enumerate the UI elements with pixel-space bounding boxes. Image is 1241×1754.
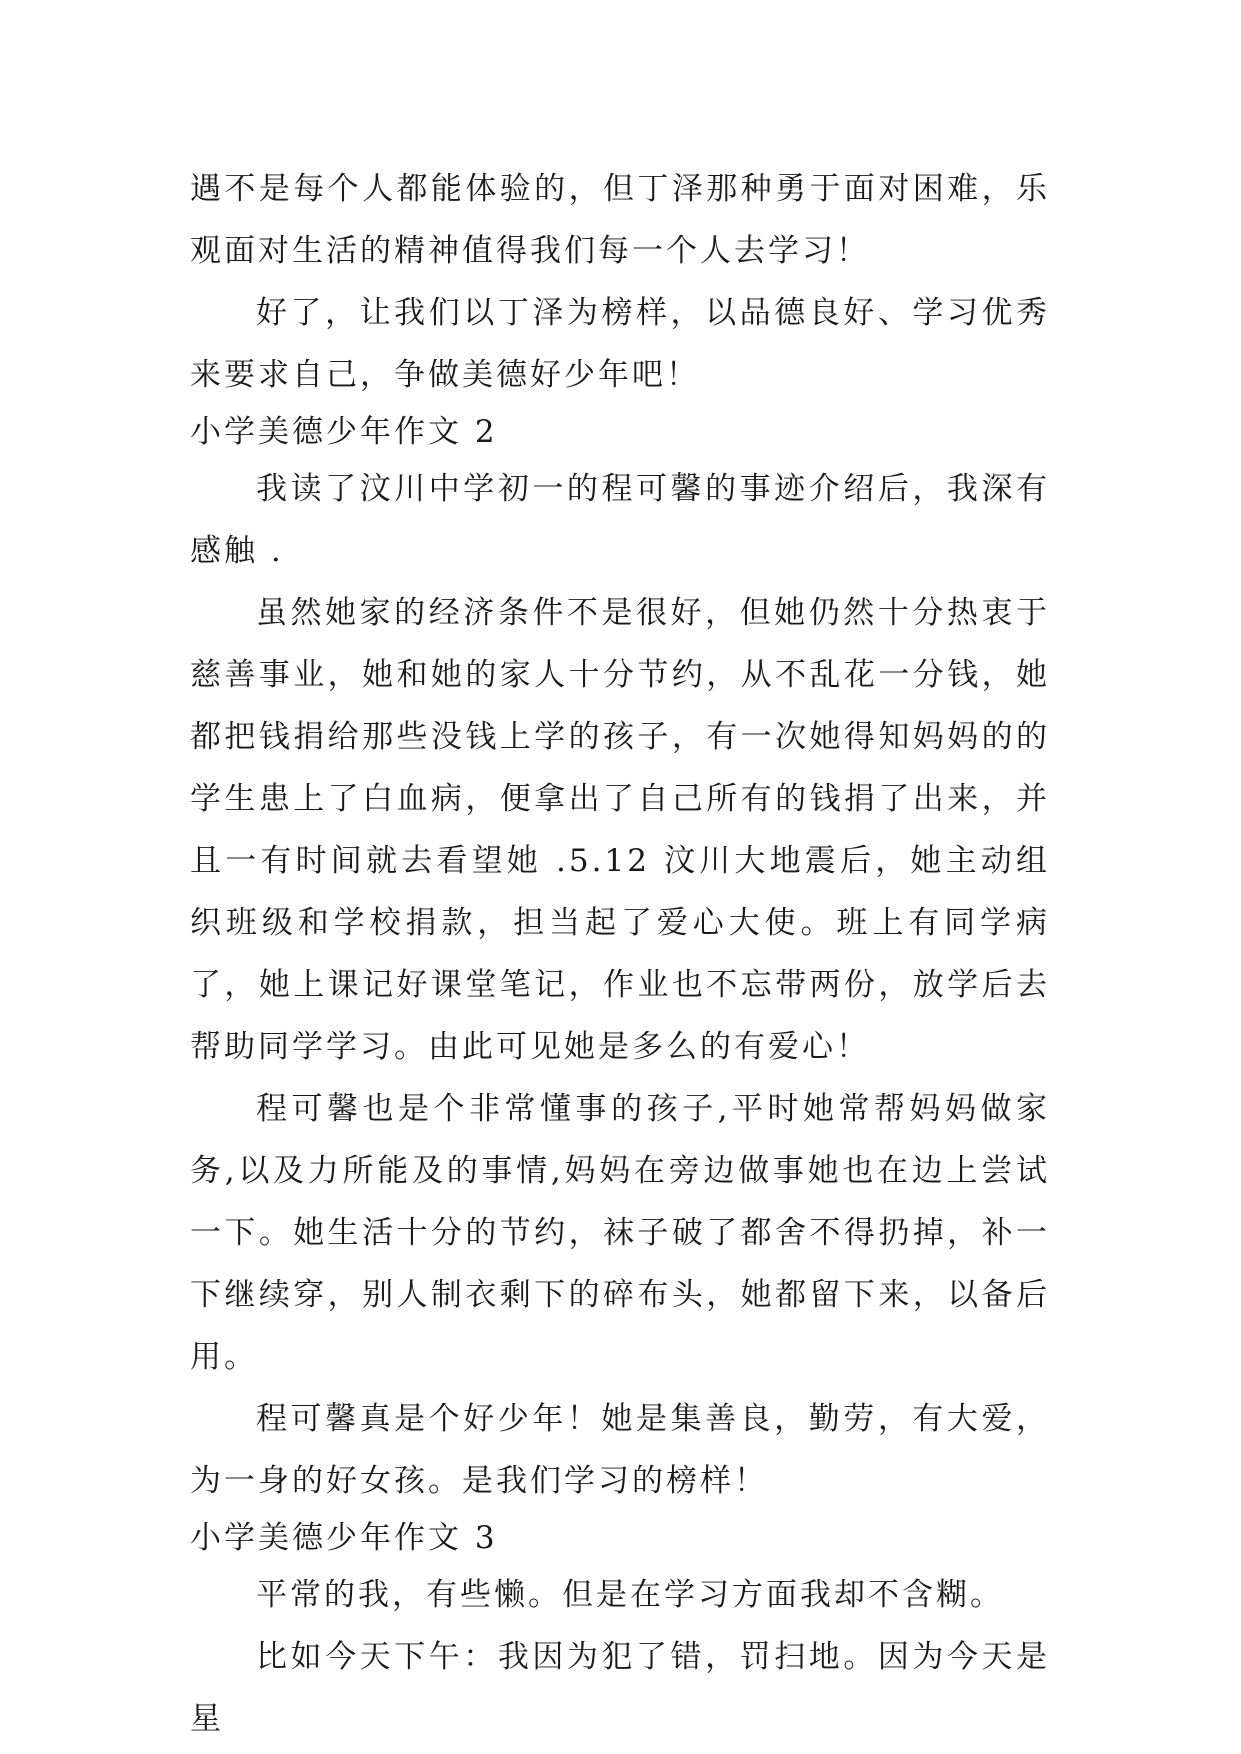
paragraph-continued: 遇不是每个人都能体验的，但丁泽那种勇于面对困难，乐观面对生活的精神值得我们每一个人去学习！ bbox=[190, 171, 1050, 269]
paragraph-intro: 我读了汶川中学初一的程可馨的事迹介绍后，我深有感触 . bbox=[190, 471, 1050, 569]
paragraph-example: 比如今天下午：我因为犯了错，罚扫地。因为今天是星 bbox=[190, 1639, 1050, 1737]
document-page bbox=[190, 158, 1050, 1750]
essay-3-heading: 小学美德少年作文 3 bbox=[190, 1520, 498, 1556]
paragraph-conclusion: 好了，让我们以丁泽为榜样，以品德良好、学习优秀来要求自己，争做美德好少年吧！ bbox=[190, 295, 1050, 393]
paragraph-lazy: 平常的我，有些懒。但是在学习方面我却不含糊。 bbox=[256, 1577, 1004, 1613]
essay-2-heading: 小学美德少年作文 2 bbox=[190, 414, 498, 450]
paragraph-role-model: 程可馨真是个好少年！她是集善良，勤劳，有大爱，为一身的好女孩。是我们学习的榜样！ bbox=[190, 1401, 1050, 1499]
paragraph-charity: 虽然她家的经济条件不是很好，但她仍然十分热衷于慈善事业，她和她的家人十分节约，从不乱花一分钱，她都把钱捐给那些没钱上学的孩子，有一次她得知妈妈的的学生患上了白血病，便拿出了自己所有的钱捐了出来，并且一有时间就去看望她 .5.12 汶川大地震后，她主动组织班级和学校捐款，担当起了爱心大使。班上有同学病了，她上课记好课堂笔记，作业也不忘带两份，放学后去帮助同学学习。由此可见她是多么的有爱心！ bbox=[190, 595, 1050, 1065]
paragraph-sensible: 程可馨也是个非常懂事的孩子,平时她常帮妈妈做家务,以及力所能及的事情,妈妈在旁边做事她也在边上尝试一下。她生活十分的节约，袜子破了都舍不得扔掉，补一下继续穿，别人制衣剩下的碎布头，她都留下来，以备后用。 bbox=[190, 1091, 1050, 1375]
